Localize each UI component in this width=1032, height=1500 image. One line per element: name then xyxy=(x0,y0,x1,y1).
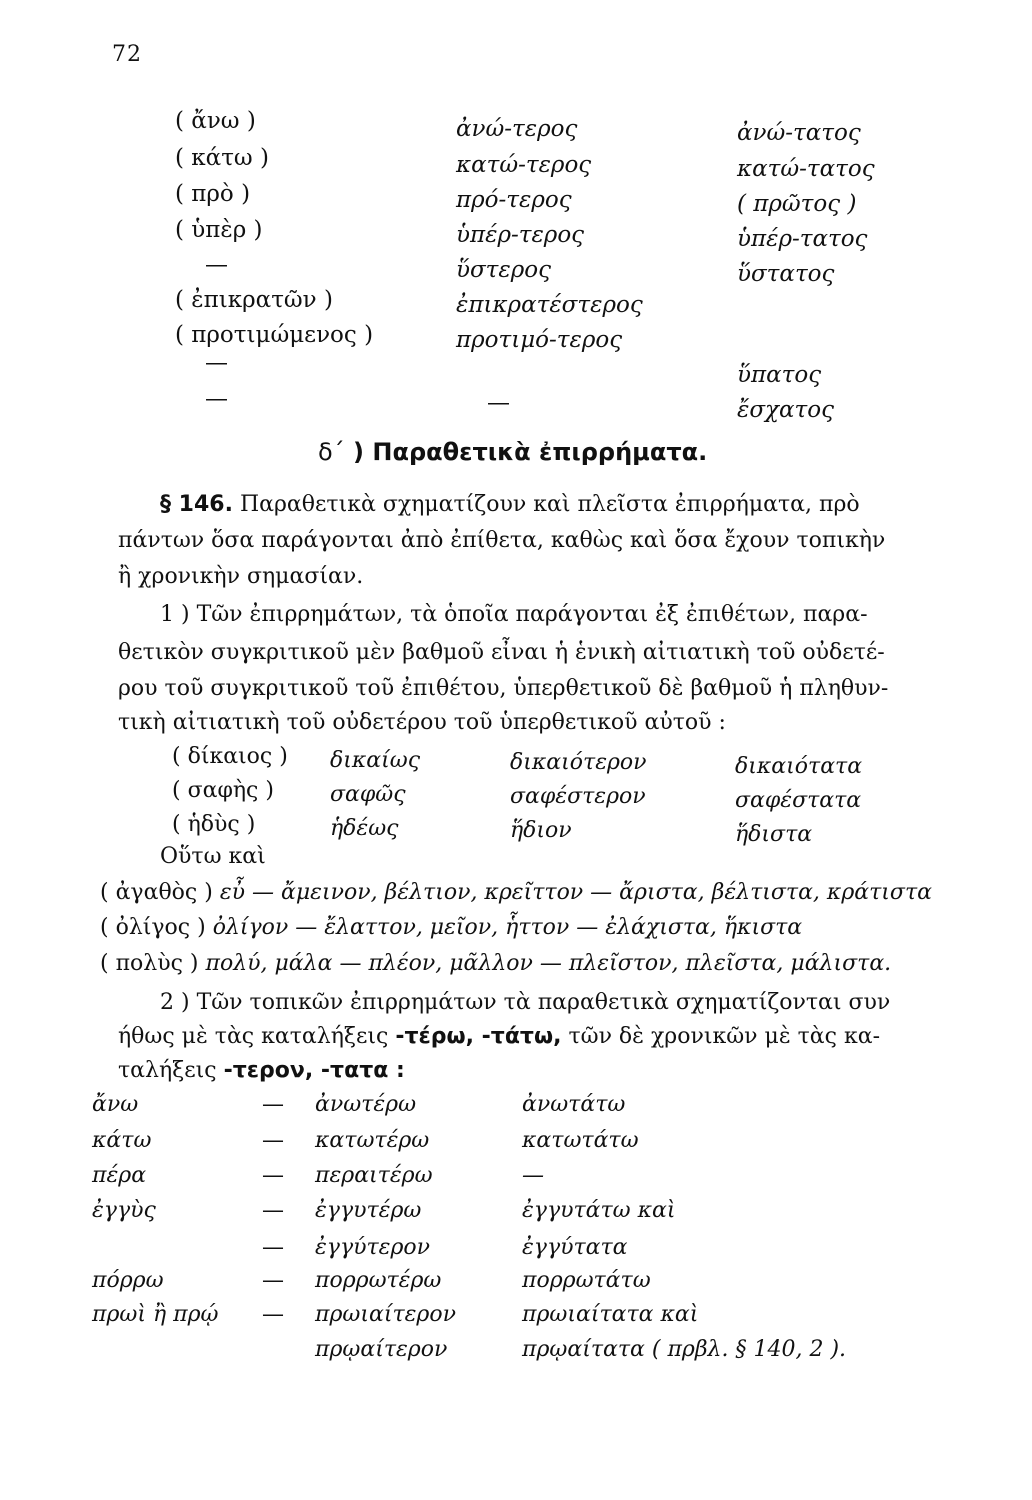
local-cell-sup: πρωιαίτατα καὶ xyxy=(522,1302,699,1327)
comparison-table xyxy=(0,0,1032,440)
paragraph-line: ρου τοῦ συγκριτικοῦ τοῦ ἐπιθέτου, ὑπερθετικοῦ δὲ βαθμοῦ ἡ πληθυν- xyxy=(118,676,889,701)
irregular-line xyxy=(100,880,932,905)
table-cell-positive: δικαίως xyxy=(330,748,421,773)
table-cell-comparative: δικαιότερον xyxy=(510,750,647,775)
section-title: ) Παραθετικὰ ἐπιρρήματα. xyxy=(353,438,708,466)
table-cell-base: ( ἄνω ) xyxy=(175,108,256,134)
local-cell-base: ἄνω xyxy=(92,1092,139,1117)
table-cell-base: ( ὑπὲρ ) xyxy=(175,217,263,243)
local-cell-base: πόρρω xyxy=(92,1268,164,1293)
table-cell-comparative: ἐπικρατέστερος xyxy=(456,292,643,318)
irregular-adjective: ( ὀλίγος ) xyxy=(100,915,206,940)
local-cell-dash: — xyxy=(262,1128,284,1153)
table-cell-comparative: ὕστερος xyxy=(456,257,551,283)
local-cell-sup: κατωτάτω xyxy=(522,1128,639,1153)
paragraph-text: ήθως μὲ τὰς καταλήξεις xyxy=(118,1024,389,1049)
table-cell-superlative: ( πρῶτος ) xyxy=(737,191,857,217)
table-cell-base: ( ἐπικρατῶν ) xyxy=(175,287,333,313)
section-heading xyxy=(318,438,707,466)
local-cell-comp: ἐγγύτερον xyxy=(315,1235,431,1260)
paragraph-line xyxy=(160,490,860,520)
paragraph-line: πάντων ὅσα παράγονται ἀπὸ ἐπίθετα, καθὼς καὶ ὅσα ἔχουν τοπικὴν xyxy=(118,528,886,553)
section-mark: § 146. xyxy=(160,492,233,517)
table-cell-superlative: ἀνώ-τατος xyxy=(737,120,861,146)
table-cell-comparative: — xyxy=(487,390,510,416)
local-cell-sup: πορρωτάτω xyxy=(522,1268,651,1293)
table-cell-comparative: ὑπέρ-τερος xyxy=(456,222,585,248)
irregular-forms: ὀλίγον — ἔλαττον, μεῖον, ἧττον — ἐλάχιστα, ἥκιστα xyxy=(212,915,803,940)
local-cell-comp: πορρωτέρω xyxy=(315,1268,442,1293)
local-cell-base: πέρα xyxy=(92,1163,147,1188)
irregular-line xyxy=(100,915,802,940)
local-cell-comp: περαιτέρω xyxy=(315,1163,433,1188)
paragraph-text: τῶν δὲ χρονικῶν μὲ τὰς κα- xyxy=(568,1024,881,1049)
table-cell-comparative: κατώ-τερος xyxy=(456,152,592,178)
table-cell-comparative: προτιμό-τερος xyxy=(456,327,623,353)
local-cell-comp: πρωιαίτερον xyxy=(315,1302,456,1327)
table-cell-base: ( προτιμώμενος ) xyxy=(175,322,374,348)
table-cell-base: — xyxy=(205,386,228,412)
table-cell-comparative: πρό-τερος xyxy=(456,187,572,213)
table-cell-superlative: ἔσχατος xyxy=(737,397,834,423)
section-label: δ΄ xyxy=(318,438,345,466)
local-cell-comp: ἐγγυτέρω xyxy=(315,1198,422,1223)
local-cell-dash: — xyxy=(262,1092,284,1117)
paragraph-line: 1 ) Τῶν ἐπιρρημάτων, τὰ ὁποῖα παράγονται ἐξ ἐπιθέτων, παρα- xyxy=(160,602,868,627)
paragraph-line: ἢ χρονικὴν σημασίαν. xyxy=(118,564,364,589)
table-cell-base: — xyxy=(205,252,228,278)
local-cell-sup: πρῳαίτατα ( πρβλ. § 140, 2 ). xyxy=(522,1337,847,1362)
ending-bold: -τερον, -τατα : xyxy=(223,1058,405,1083)
paragraph-text: Παραθετικὰ σχηματίζουν καὶ πλεῖστα ἐπιρρήματα, πρὸ xyxy=(239,492,860,517)
paragraph-line xyxy=(118,1022,880,1052)
table-cell-adjective: ( σαφὴς ) xyxy=(172,778,274,803)
table-cell-adjective: ( ἡδὺς ) xyxy=(172,812,256,837)
local-cell-comp: πρῳαίτερον xyxy=(315,1337,448,1362)
paragraph-line: 2 ) Τῶν τοπικῶν ἐπιρρημάτων τὰ παραθετικὰ σχηματίζονται συν xyxy=(160,990,891,1015)
table-cell-comparative: ἀνώ-τερος xyxy=(456,116,578,142)
table-cell-base: ( πρὸ ) xyxy=(175,181,251,207)
table-cell-positive: ἡδέως xyxy=(330,816,399,841)
table-cell-superlative: κατώ-τατος xyxy=(737,156,875,182)
table-cell-superlative: ὕπατος xyxy=(737,362,822,388)
table-cell-superlative: ἥδιστα xyxy=(735,822,813,847)
local-cell-comp: ἀνωτέρω xyxy=(315,1092,417,1117)
local-cell-dash: — xyxy=(262,1268,284,1293)
table-cell-base: ( κάτω ) xyxy=(175,145,269,171)
local-cell-comp: κατωτέρω xyxy=(315,1128,430,1153)
local-cell-base: πρωὶ ἢ πρῴ xyxy=(92,1302,219,1327)
ending-bold: -τέρω, -τάτω, xyxy=(395,1024,562,1049)
irregular-adjective: ( ἀγαθὸς ) xyxy=(100,880,213,905)
local-cell-dash: — xyxy=(262,1163,284,1188)
local-cell-sup: ἐγγύτατα xyxy=(522,1235,628,1260)
table-cell-positive: σαφῶς xyxy=(330,782,406,807)
table-cell-base: — xyxy=(205,350,228,376)
irregular-forms: πολύ, μάλα — πλέον, μᾶλλον — πλεῖστον, πλεῖστα, μάλιστα. xyxy=(205,951,892,976)
table-cell-superlative: δικαιότατα xyxy=(735,754,863,779)
irregular-adjective: ( πολὺς ) xyxy=(100,951,199,976)
local-cell-dash: — xyxy=(262,1198,284,1223)
local-cell-sup: ἀνωτάτω xyxy=(522,1092,626,1117)
paragraph-line xyxy=(118,1056,405,1086)
table-cell-superlative: ὑπέρ-τατος xyxy=(737,226,868,252)
table-cell-superlative: ὕστατος xyxy=(737,261,835,287)
local-cell-dash: — xyxy=(262,1235,284,1260)
irregular-forms: εὖ — ἄμεινον, βέλτιον, κρεῖττον — ἄριστα, βέλτιστα, κράτιστα xyxy=(219,880,932,905)
paragraph-line: θετικὸν συγκριτικοῦ μὲν βαθμοῦ εἶναι ἡ ἑνικὴ αἰτιατικὴ τοῦ οὐδετέ- xyxy=(118,640,885,665)
table-cell-comparative: σαφέστερον xyxy=(510,784,646,809)
local-cell-base: κάτω xyxy=(92,1128,152,1153)
local-cell-dash: — xyxy=(262,1302,284,1327)
local-cell-base: ἐγγὺς xyxy=(92,1198,156,1223)
outo-kai: Οὕτω καὶ xyxy=(160,844,266,869)
local-cell-sup: ἐγγυτάτω καὶ xyxy=(522,1198,676,1223)
table-cell-superlative: σαφέστατα xyxy=(735,788,862,813)
paragraph-line: τικὴ αἰτιατικὴ τοῦ οὐδετέρου τοῦ ὑπερθετικοῦ αὐτοῦ : xyxy=(118,710,726,735)
paragraph-text: ταλήξεις xyxy=(118,1058,217,1083)
table-cell-comparative: ἥδιον xyxy=(510,818,572,843)
local-cell-sup: — xyxy=(522,1163,544,1188)
irregular-line xyxy=(100,951,891,976)
table-cell-adjective: ( δίκαιος ) xyxy=(172,744,288,769)
page-number: 72 xyxy=(112,42,142,67)
